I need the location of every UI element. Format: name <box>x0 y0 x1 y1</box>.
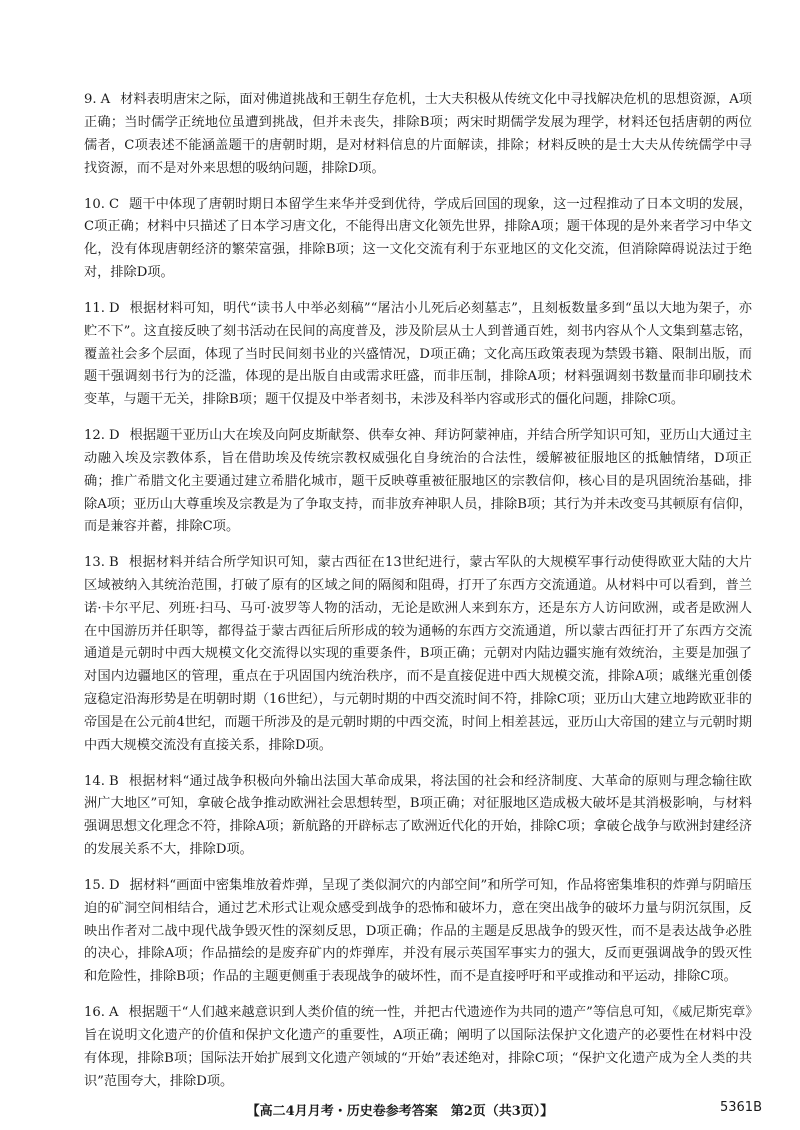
answer-item-11 <box>84 298 752 412</box>
item-answer: C <box>108 196 120 212</box>
answer-item-10 <box>84 194 752 285</box>
item-answer: B <box>108 773 119 789</box>
item-answer: D <box>108 878 120 894</box>
answer-item-15 <box>84 875 752 989</box>
item-explanation: 题干中体现了唐朝时期日本留学生来华并受到优待，学成后回国的现象，这一过程推动了日本文明的发展，C项正确；材料中只描述了日本学习唐文化，不能得出唐文化领先世界，排除A项；题干体现的是外来者学习中华文化，没有体现唐朝经济的繁荣富强，排除B项；这一文化交流有利于东亚地区的文化交流，但消除障碍说法过于绝对，排除D项。 <box>84 196 752 280</box>
item-explanation: 材料表明唐宋之际，面对佛道挑战和王朝生存危机，士大夫积极从传统文化中寻找解决危机的思想资源，A项正确；当时儒学正统地位虽遭到挑战，但并未丧失，排除B项；两宋时期儒学发展为理学，材料还包括唐朝的两位儒者，C项表述不能涵盖题干的唐朝时期，是对材料信息的片面解读，排除；材料反映的是士大夫从传统儒学中寻找资源，而不是对外来思想的吸纳问题，排除D项。 <box>84 92 752 176</box>
item-answer: A <box>100 92 111 108</box>
item-number: 10. <box>84 196 105 212</box>
item-number: 15. <box>84 878 105 894</box>
item-number: 12. <box>84 428 105 444</box>
answer-item-13 <box>84 552 752 757</box>
item-answer: A <box>108 1005 119 1021</box>
item-number: 11. <box>84 300 105 316</box>
item-number: 9. <box>84 92 97 108</box>
item-answer: D <box>108 300 120 316</box>
item-explanation: 根据材料并结合所学知识可知，蒙古西征在13世纪进行，蒙古军队的大规模军事行动使得欧亚大陆的大片区域被纳入其统治范围，打破了原有的区域之间的隔阂和阻碍，打开了东西方交流通道。从材料中可以看到，普兰诺·卡尔平尼、列班·扫马、马可·波罗等人物的活动，无论是欧洲人来到东方，还是东方人访问欧洲，或者是欧洲人在中国游历并任职等，都得益于蒙古西征后所形成的较为通畅的东西方交流通道，所以蒙古西征打开了东西方交流通道是元朝时中西大规模文化交流得以实现的重要条件，B项正确；元朝对内陆边疆实施有效统治，主要是加强了对国内边疆地区的管理，重点在于巩固国内统治秩序，而不是直接促进中西大规模交流，排除A项；戚继光重创倭寇稳定沿海形势是在明朝时期（16世纪），与元朝时期的中西交流时间不符，排除C项；亚历山大建立地跨欧亚非的帝国是在公元前4世纪，而题干所涉及的是元朝时期的中西交流，时间上相差甚远，亚历山大帝国的建立与元朝时期中西大规模交流没有直接关系，排除D项。 <box>84 555 752 753</box>
item-explanation: 根据材料可知，明代“读书人中举必刻稿”“屠沽小儿死后必刻墓志”，且刻板数量多到“虽以大地为架子，亦贮不下”。这直接反映了刻书活动在民间的高度普及，涉及阶层从士人到普通百姓，刻书内容从个人文集到墓志铭，覆盖社会多个层面，体现了当时民间刻书业的兴盛情况，D项正确；文化高压政策表现为禁毁书籍、限制出版，而题干强调刻书行为的泛滥，体现的是出版自由或需求旺盛，而非压制，排除A项；材料强调刻书数量而非印刷技术变革，与题干无关，排除B项；题干仅提及中举者刻书，未涉及科举内容或形式的僵化问题，排除C项。 <box>84 300 752 408</box>
item-number: 14. <box>84 773 105 789</box>
item-explanation: 根据题干“人们越来越意识到人类价值的统一性，并把古代遗迹作为共同的遗产”等信息可知，《威尼斯宪章》旨在说明文化遗产的价值和保护文化遗产的重要性，A项正确；阐明了以国际法保护文化遗产的必要性在材料中没有体现，排除B项；国际法开始扩展到文化遗产领域的“开始”表述绝对，排除C项；“保护文化遗产成为全人类的共识”范围夸大，排除D项。 <box>84 1005 752 1089</box>
answer-item-9 <box>84 89 752 180</box>
item-answer: D <box>108 428 120 444</box>
footer-title: 【高二4月月考・历史卷参考答案 第2页（共3页）】 <box>246 1104 554 1119</box>
answer-item-12 <box>84 425 752 539</box>
answer-list <box>84 76 752 1095</box>
footer-code: 5361B <box>719 1100 762 1115</box>
item-explanation: 据材料“画面中密集堆放着炸弹，呈现了类似洞穴的内部空间”和所学可知，作品将密集堆积的炸弹与阴暗压迫的矿洞空间相结合，通过艺术形式让观众感受到战争的恐怖和破坏力，意在突出战争的破坏力量与阴沉氛围，反映出作者对二战中现代战争毁灭性的深刻反思，D项正确；作品的主题是反思战争的毁灭性，而不是表达战争必胜的决心，排除A项；作品描绘的是废弃矿内的炸弹库，并没有展示英国军事实力的强大，反而更强调战争的毁灭性和危险性，排除B项；作品的主题更侧重于表现战争的破坏性，而不是直接呼吁和平或推动和平运动，排除C项。 <box>84 878 752 985</box>
item-explanation: 根据题干亚历山大在埃及向阿皮斯献祭、供奉女神、拜访阿蒙神庙，并结合所学知识可知，亚历山大通过主动融入埃及宗教体系，旨在借助埃及传统宗教权威强化自身统治的合法性，缓解被征服地区的抵触情绪，D项正确；推广希腊文化主要通过建立希腊化城市，题干反映尊重被征服地区的宗教信仰，核心目的是巩固统治基础，排除A项；亚历山大尊重埃及宗教是为了争取支持，而非放弃神职人员，排除B项；其行为并未改变马其顿原有信仰，而是兼容并蓄，排除C项。 <box>84 428 752 535</box>
answer-item-14 <box>84 771 752 862</box>
answer-item-16 <box>84 1002 752 1093</box>
item-number: 16. <box>84 1005 105 1021</box>
item-explanation: 根据材料“通过战争积极向外输出法国大革命成果，将法国的社会和经济制度、大革命的原则与理念输往欧洲广大地区”可知，拿破仑战争推动欧洲社会思想转型，B项正确；对征服地区造成极大破坏是其消极影响，与材料强调思想文化理念不符，排除A项；新航路的开辟标志了欧洲近代化的开始，排除C项；拿破仑战争与欧洲封建经济的发展关系不大，排除D项。 <box>84 773 752 858</box>
item-answer: B <box>108 555 119 571</box>
item-number: 13. <box>84 555 105 571</box>
